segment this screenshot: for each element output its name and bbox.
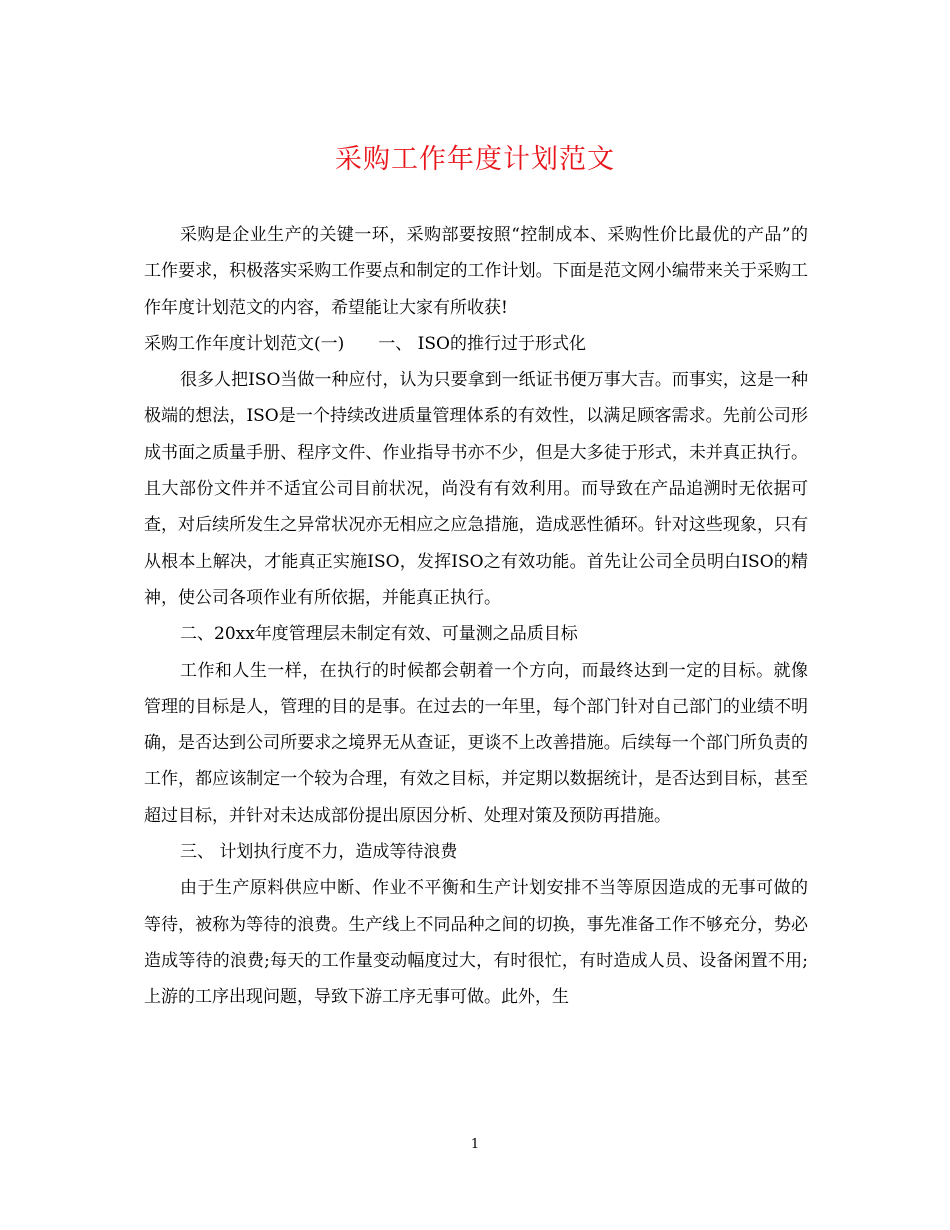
document-title: 采购工作年度计划范文: [335, 144, 615, 175]
paragraph-section-1: 很多人把ISO当做一种应付，认为只要拿到一纸证书便万事大吉。而事实，这是一种极端的想法，ISO是一个持续改进质量管理体系的有效性，以满足顾客需求。先前公司形成书面之质量手册、程序文件、作业指导书亦不少，但是大多徒于形式，未并真正执行。且大部份文件并不适宜公司目前状况，尚没有有效利用。而导致在产品追溯时无依据可查，对后续所发生之异常状况亦无相应之应急措施，造成恶性循环。针对这些现象，只有从根本上解决，才能真正实施ISO，发挥ISO之有效功能。首先让公司全员明白ISO的精神，使公司各项作业有所依据，并能真正执行。: [144, 370, 808, 608]
document-body: [144, 217, 808, 1016]
paragraph-section-3: 由于生产原料供应中断、作业不平衡和生产计划安排不当等原因造成的无事可做的等待，被称为等待的浪费。生产线上不同品种之间的切换，事先准备工作不够充分，势必造成等待的浪费;每天的工作量变动幅度过大，有时很忙，有时造成人员、设备闲置不用;上游的工序出现问题，导致下游工序无事可做。此外，生: [144, 878, 808, 1008]
paragraph-heading-3: 三、 计划执行度不力，造成等待浪费: [180, 842, 458, 863]
page-number: 1: [470, 1137, 480, 1152]
paragraph-heading-2: 二、20xx年度管理层未制定有效、可量测之品质目标: [180, 624, 578, 645]
paragraph-heading-1: 采购工作年度计划范文(一) 一、 ISO的推行过于形式化: [144, 333, 586, 354]
paragraph-section-2: 工作和人生一样，在执行的时候都会朝着一个方向，而最终达到一定的目标。就像管理的目标是人，管理的目的是事。在过去的一年里，每个部门针对自己部门的业绩不明确，是否达到公司所要求之境界无从查证，更谈不上改善措施。后续每一个部门所负责的工作，都应该制定一个较为合理，有效之目标，并定期以数据统计，是否达到目标，甚至超过目标，并针对未达成部份提出原因分析、处理对策及预防再措施。: [144, 660, 808, 826]
paragraph-intro: 采购是企业生产的关键一环，采购部要按照“控制成本、采购性价比最优的产品”的工作要求，积极落实采购工作要点和制定的工作计划。下面是范文网小编带来关于采购工作年度计划范文的内容，希望能让大家有所收获!: [144, 225, 808, 318]
